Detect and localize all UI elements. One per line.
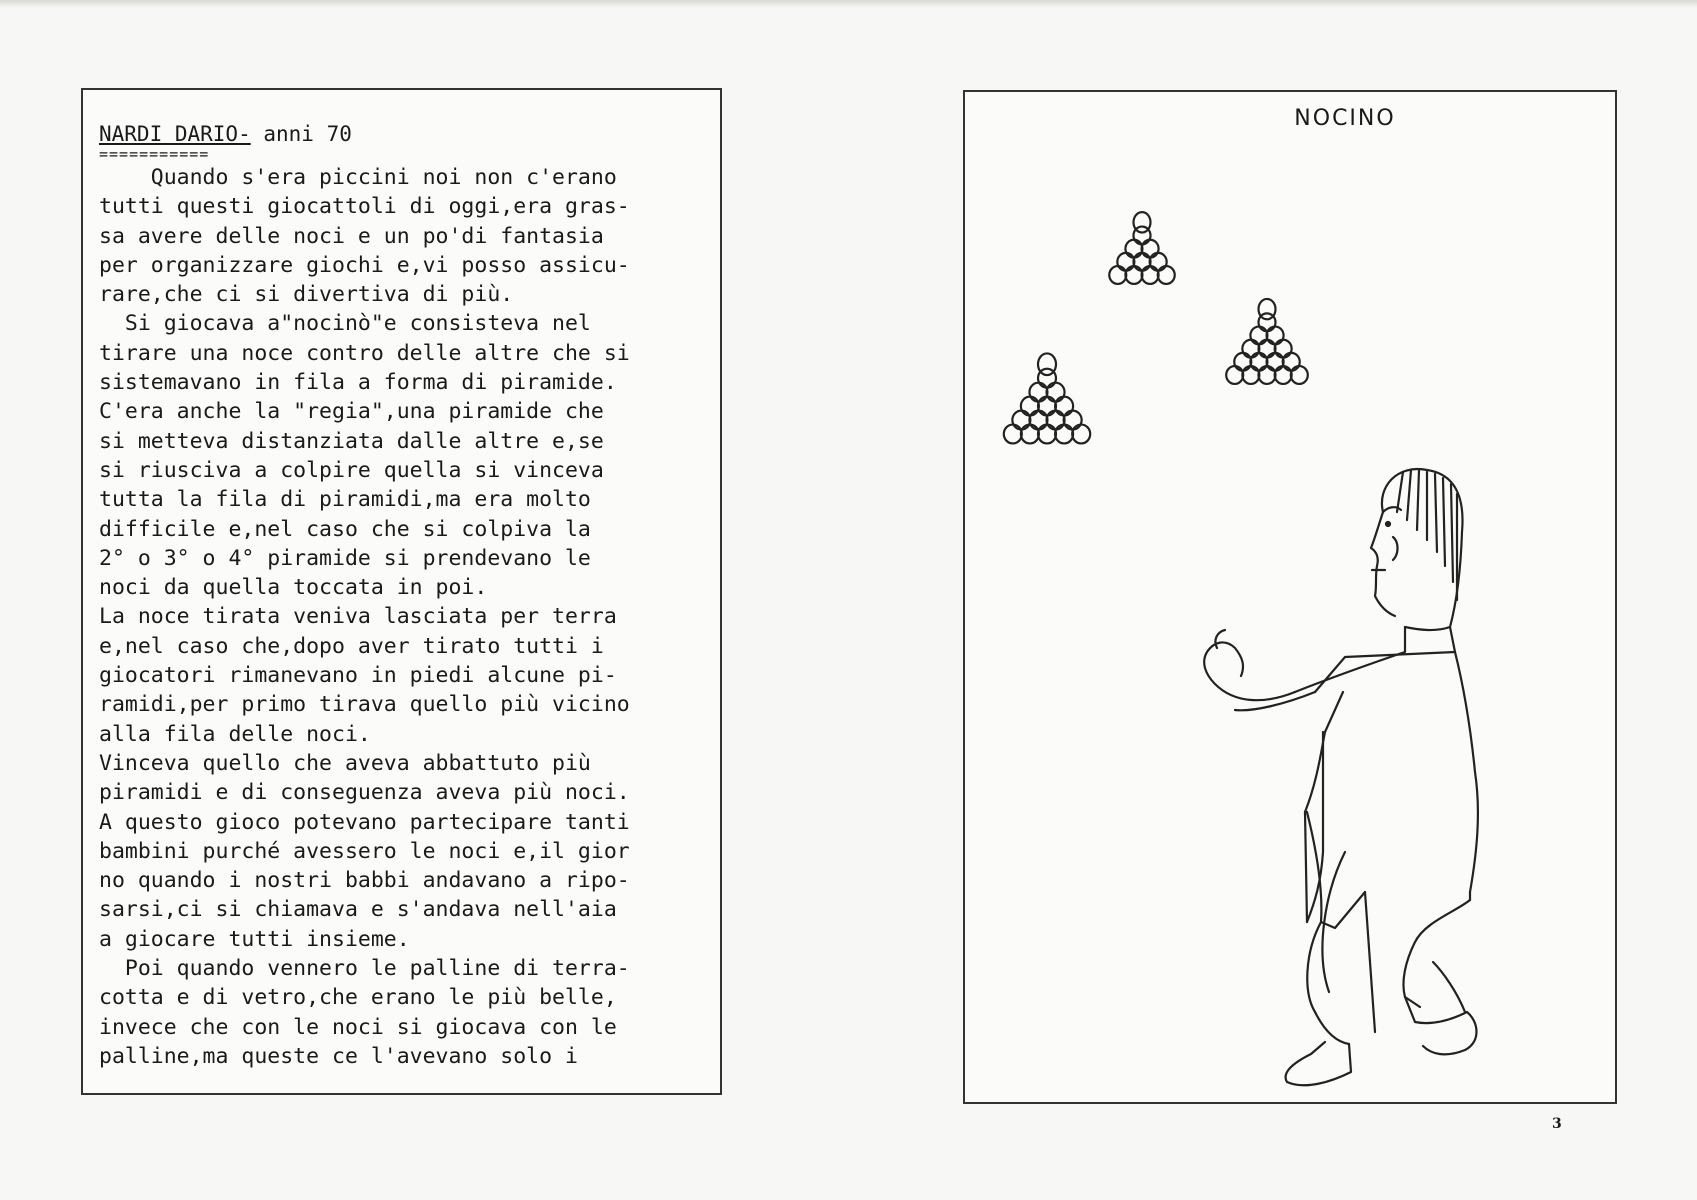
story-line: Si giocava a"nocinò"e consisteva nel [99,311,591,337]
nut [1142,266,1159,284]
story-line: bambini purché avessero le noci e,il gior [99,838,630,864]
nut [1004,425,1022,444]
story-line: Vinceva quello che aveva abbattuto più [99,750,591,776]
nut [1029,411,1047,430]
nut [1142,240,1159,258]
story-line: cotta e di vetro,che erano le più belle, [99,985,617,1011]
nut [1283,353,1300,371]
story-line: alla fila delle noci. [99,721,371,747]
boy-figure [1204,469,1478,1085]
story-line: per organizzare giochi e,vi posso assicu- [99,252,630,278]
story-line: tirare una noce contro delle altre che si [99,340,630,366]
nut [1029,383,1047,402]
nut [1234,353,1251,371]
heading-underline: =========== [99,145,210,163]
nut [1012,411,1030,430]
nut-pyramid-small [1109,212,1174,284]
story-line: tutti questi giocattoli di oggi,era gras- [99,194,630,220]
nocino-drawing [965,92,1615,1102]
story-line: e,nel caso che,dopo aver tirato tutti i [99,633,604,659]
nut-pyramid-left [1004,353,1090,443]
nut [1021,425,1039,444]
author-name: NARDI DARIO- [99,122,251,146]
nut [1134,212,1151,232]
story-line: tutta la fila di piramidi,ma era molto [99,487,591,513]
nut [1259,299,1276,319]
story-line: rare,che ci si divertiva di più. [99,282,514,308]
nut [1125,266,1142,284]
nut [1125,240,1142,258]
story-line: giocatori rimanevano in piedi alcune pi- [99,663,617,689]
story-line: difficile e,nel caso che si colpiva la [99,516,591,542]
nut [1038,353,1056,375]
story-panel [81,88,722,1095]
story-line: sarsi,ci si chiamava e s'andava nell'aia [99,897,617,923]
story-line: Poi quando vennero le palline di terra- [99,956,630,982]
story-line: no quando i nostri babbi andavano a ripo- [99,868,630,894]
story-line: sistemavano in fila a forma di piramide. [99,370,617,396]
nut [1064,411,1082,430]
nut [1072,425,1090,444]
nut [1038,425,1056,444]
nut [1226,366,1243,384]
nut [1250,353,1267,371]
nut-pyramid-medium [1226,299,1308,384]
story-line: invece che con le noci si giocava con le [99,1014,617,1040]
nut [1267,327,1284,345]
nut [1291,366,1308,384]
story-text [99,120,709,1071]
story-line: si metteva distanziata dalle altre e,se [99,428,604,454]
nut [1055,425,1073,444]
story-line: piramidi e di conseguenza aveva più noci. [99,780,630,806]
author-age: anni 70 [250,122,352,146]
scan-edge [0,0,1697,8]
nut [1047,383,1065,402]
story-line: Quando s'era piccini noi non c'erano [99,165,617,190]
nut [1047,411,1065,430]
nut [1109,266,1126,284]
nut [1275,366,1292,384]
nut [1055,397,1073,416]
nut [1134,253,1151,271]
story-line: C'era anche la "regia",una piramide che [99,399,604,425]
page-number: 3 [1552,1116,1562,1132]
story-line: A questo gioco potevano partecipare tanti [99,809,630,835]
story-line: ramidi,per primo tirava quello più vicino [99,692,630,718]
nut [1242,366,1259,384]
nut [1150,253,1167,271]
story-line: La noce tirata veniva lasciata per terra [99,604,617,630]
nut [1275,340,1292,358]
illustration-title: NOCINO [1294,106,1396,131]
story-line: palline,ma queste ce l'avevano solo i [99,1043,578,1069]
story-line: si riusciva a colpire quella si vinceva [99,457,604,483]
nut [1242,340,1259,358]
nut [1021,397,1039,416]
story-line: noci da quella toccata in poi. [99,575,488,601]
nut [1259,366,1276,384]
nut [1259,340,1276,358]
nut [1267,353,1284,371]
nut [1158,266,1175,284]
illustration-panel [963,90,1617,1104]
story-line: sa avere delle noci e un po'di fantasia [99,223,604,249]
nut [1038,397,1056,416]
nut [1250,327,1267,345]
story-line: a giocare tutti insieme. [99,926,410,952]
nut [1117,253,1134,271]
story-line: 2° o 3° o 4° piramide si prendevano le [99,545,591,571]
